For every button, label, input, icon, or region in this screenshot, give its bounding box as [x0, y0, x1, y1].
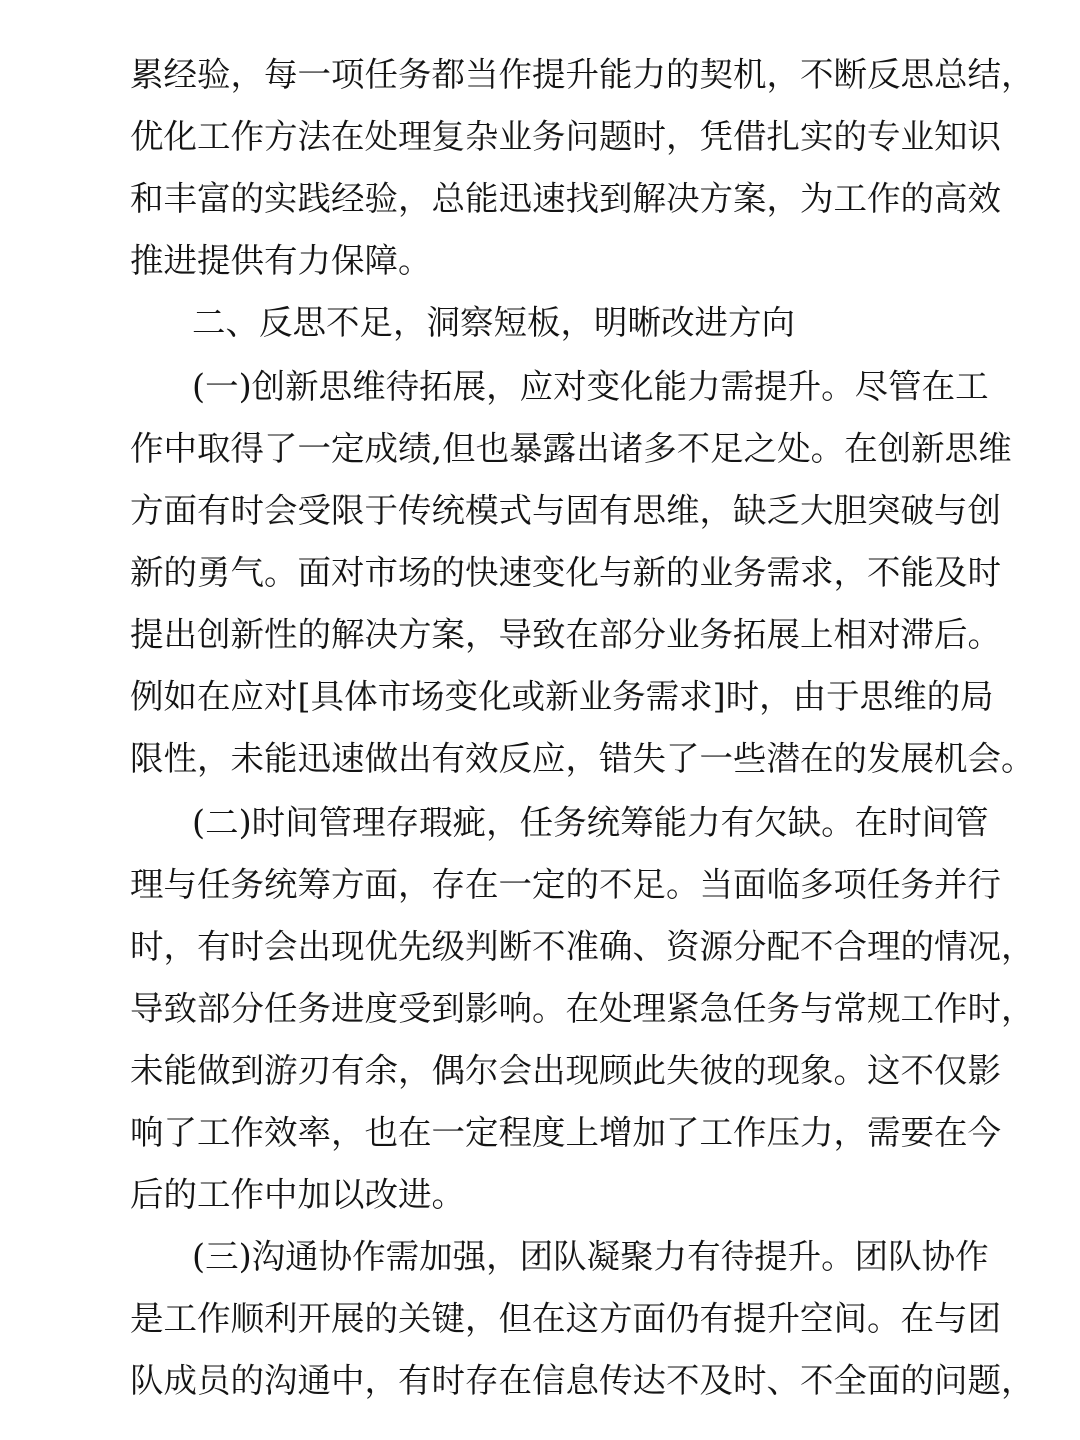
text-line: 导致部分任务进度受到影响。在处理紧急任务与常规工作时，	[130, 989, 1035, 1028]
text-line: 例如在应对[具体市场变化或新业务需求]时，由于思维的局	[130, 677, 994, 716]
text-line: 是工作顺利开展的关键，但在这方面仍有提升空间。在与团	[130, 1299, 1001, 1338]
text-line: 和丰富的实践经验，总能迅速找到解决方案，为工作的高效	[130, 179, 1001, 218]
text-line: 优化工作方法在处理复杂业务问题时，凭借扎实的专业知识	[130, 117, 1001, 156]
text-line: 方面有时会受限于传统模式与固有思维，缺乏大胆突破与创	[130, 491, 1001, 530]
text-line: 限性，未能迅速做出有效反应，错失了一些潜在的发展机会。	[130, 739, 1035, 778]
text-line: (一)创新思维待拓展，应对变化能力需提升。尽管在工	[192, 367, 989, 406]
text-line: (二)时间管理存瑕疵，任务统筹能力有欠缺。在时间管	[192, 803, 989, 842]
text-line: (三)沟通协作需加强，团队凝聚力有待提升。团队协作	[192, 1237, 989, 1276]
text-line: 累经验，每一项任务都当作提升能力的契机，不断反思总结，	[130, 55, 1035, 94]
text-line: 新的勇气。面对市场的快速变化与新的业务需求，不能及时	[130, 553, 1001, 592]
text-line: 未能做到游刃有余，偶尔会出现顾此失彼的现象。这不仅影	[130, 1051, 1001, 1090]
text-line: 作中取得了一定成绩,但也暴露出诸多不足之处。在创新思维	[130, 429, 1012, 468]
text-line: 提出创新性的解决方案，导致在部分业务拓展上相对滞后。	[130, 615, 1001, 654]
text-line: 理与任务统筹方面，存在一定的不足。当面临多项任务并行	[130, 865, 1001, 904]
text-line: 队成员的沟通中，有时存在信息传达不及时、不全面的问题，	[130, 1361, 1035, 1400]
text-line: 响了工作效率，也在一定程度上增加了工作压力，需要在今	[130, 1113, 1001, 1152]
text-line: 后的工作中加以改进。	[130, 1175, 465, 1214]
text-line: 推进提供有力保障。	[130, 241, 432, 280]
text-line: 时，有时会出现优先级判断不准确、资源分配不合理的情况，	[130, 927, 1035, 966]
section-heading: 二、反思不足，洞察短板，明晰改进方向	[192, 303, 795, 342]
